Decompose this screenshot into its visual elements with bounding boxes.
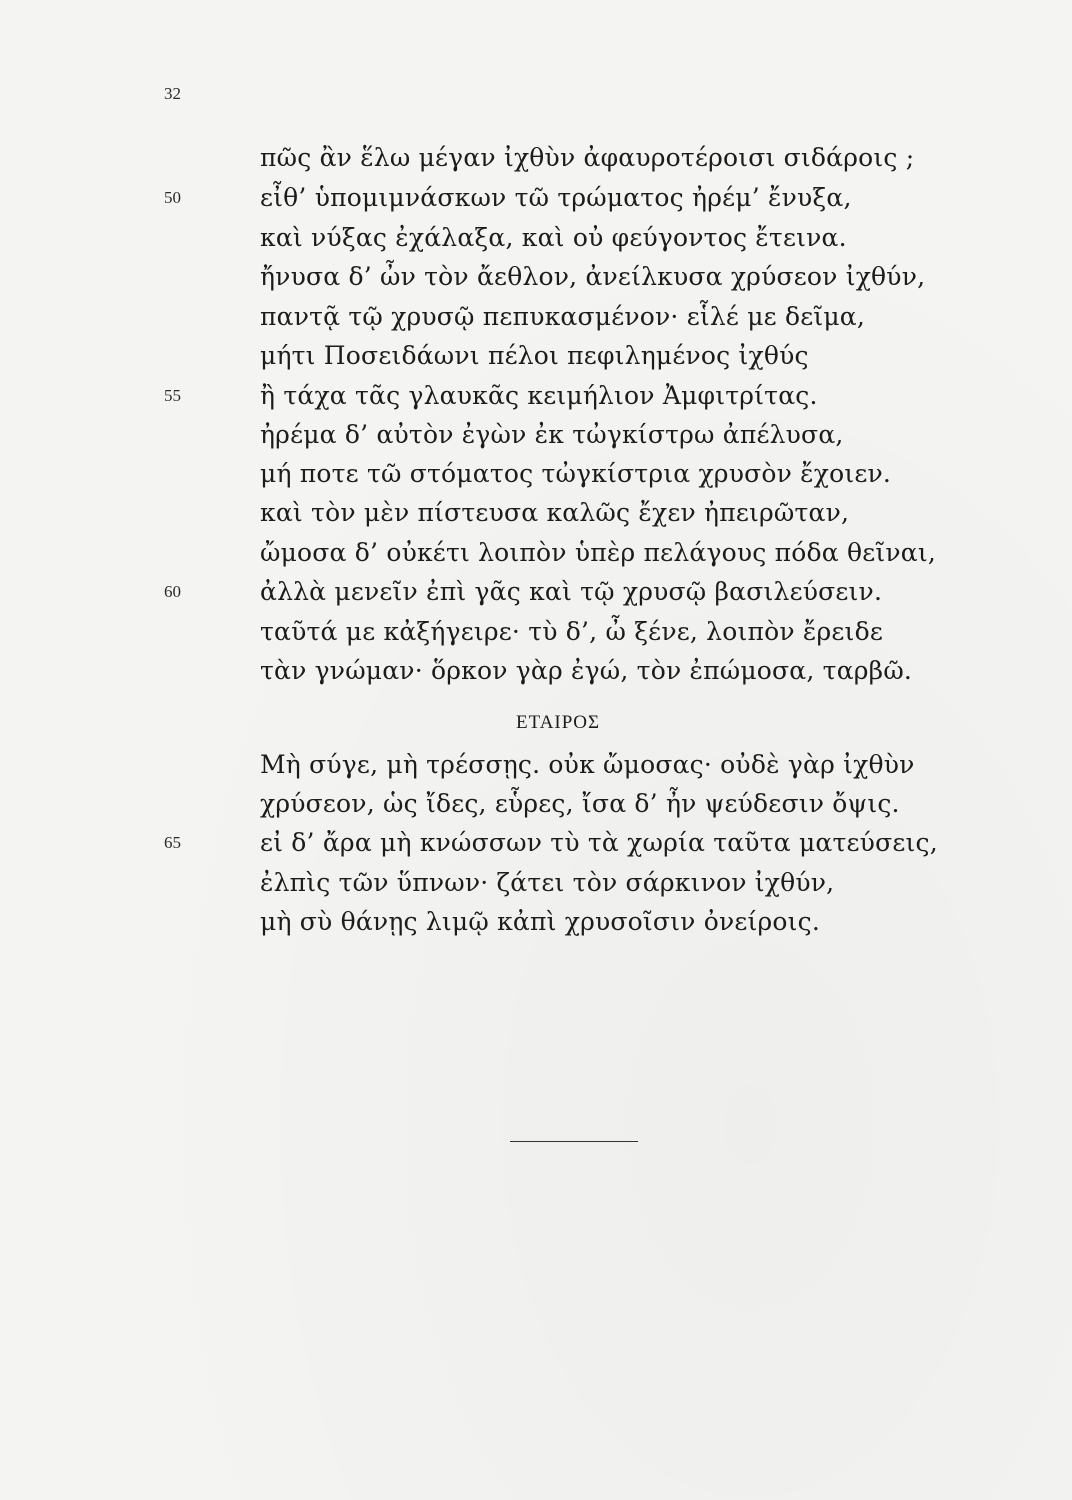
verse-line: πῶς ἂν ἕλω μέγαν ἰχθὺν ἀφαυροτέροισι σιδάροις ; <box>260 143 915 172</box>
verse-line: ταῦτά με κἀξήγειρε· τὺ δ’, ὦ ξένε, λοιπὸν ἔρειδε <box>260 617 883 646</box>
verse-line: ἐλπὶς τῶν ὕπνων· ζάτει τὸν σάρκινον ἰχθύν, <box>260 868 835 897</box>
verse-line: εἰ δ’ ἄρα μὴ κνώσσων τὺ τὰ χωρία ταῦτα ματεύσεις, <box>260 828 938 857</box>
verse-line: παντᾷ τῷ χρυσῷ πεπυκασμένον· εἷλέ με δεῖμα, <box>260 302 866 331</box>
verse-line: μήτι Ποσειδάωνι πέλοι πεφιλημένος ἰχθύς <box>260 341 809 370</box>
verse-line: ὤμοσα δ’ οὐκέτι λοιπὸν ὑπὲρ πελάγους πόδα θεῖναι, <box>260 538 936 567</box>
verse-line: χρύσεον, ὡς ἴδες, εὗρες, ἴσα δ’ ἦν ψεύδεσιν ὄψις. <box>260 789 900 818</box>
verse-line: μή ποτε τῶ στόματος τὠγκίστρια χρυσὸν ἔχοιεν. <box>260 459 892 488</box>
line-number-55: 55 <box>164 386 181 405</box>
verse-line: ἤνυσα δ’ ὦν τὸν ἄεθλον, ἀνείλκυσα χρύσεον ἰχθύν, <box>260 262 926 291</box>
verse-line: ἠρέμα δ’ αὐτὸν ἐγὼν ἐκ τὠγκίστρω ἀπέλυσα, <box>260 420 844 449</box>
line-number-65: 65 <box>164 833 181 852</box>
verse-line: ἀλλὰ μενεῖν ἐπὶ γᾶς καὶ τῷ χρυσῷ βασιλεύσειν. <box>260 577 883 606</box>
line-number-60: 60 <box>164 582 181 601</box>
line-number-50: 50 <box>164 188 181 207</box>
verse-line: καὶ τὸν μὲν πίστευσα καλῶς ἔχεν ἠπειρῶταν, <box>260 498 850 527</box>
speaker-heading: ΕΤΑΙΡΟΣ <box>516 712 601 733</box>
verse-line: τὰν γνώμαν· ὅρκον γὰρ ἐγώ, τὸν ἐπώμοσα, ταρβῶ. <box>260 656 913 685</box>
verse-line: ἢ τάχα τᾶς γλαυκᾶς κειμήλιον Ἀμφιτρίτας. <box>260 381 818 410</box>
verse-line: καὶ νύξας ἐχάλαξα, καὶ οὐ φεύγοντος ἔτεινα. <box>260 223 847 252</box>
verse-line: μὴ σὺ θάνῃς λιμῷ κἀπὶ χρυσοῖσιν ὀνείροις. <box>260 907 821 936</box>
section-divider <box>510 1141 638 1142</box>
verse-line: εἶθ’ ὑπομιμνάσκων τῶ τρώματος ἠρέμ’ ἔνυξα, <box>260 183 852 212</box>
page-number: 32 <box>164 84 181 103</box>
verse-line: Μὴ σύγε, μὴ τρέσσῃς. οὐκ ὤμοσας· οὐδὲ γὰρ ἰχθὺν <box>260 750 915 779</box>
